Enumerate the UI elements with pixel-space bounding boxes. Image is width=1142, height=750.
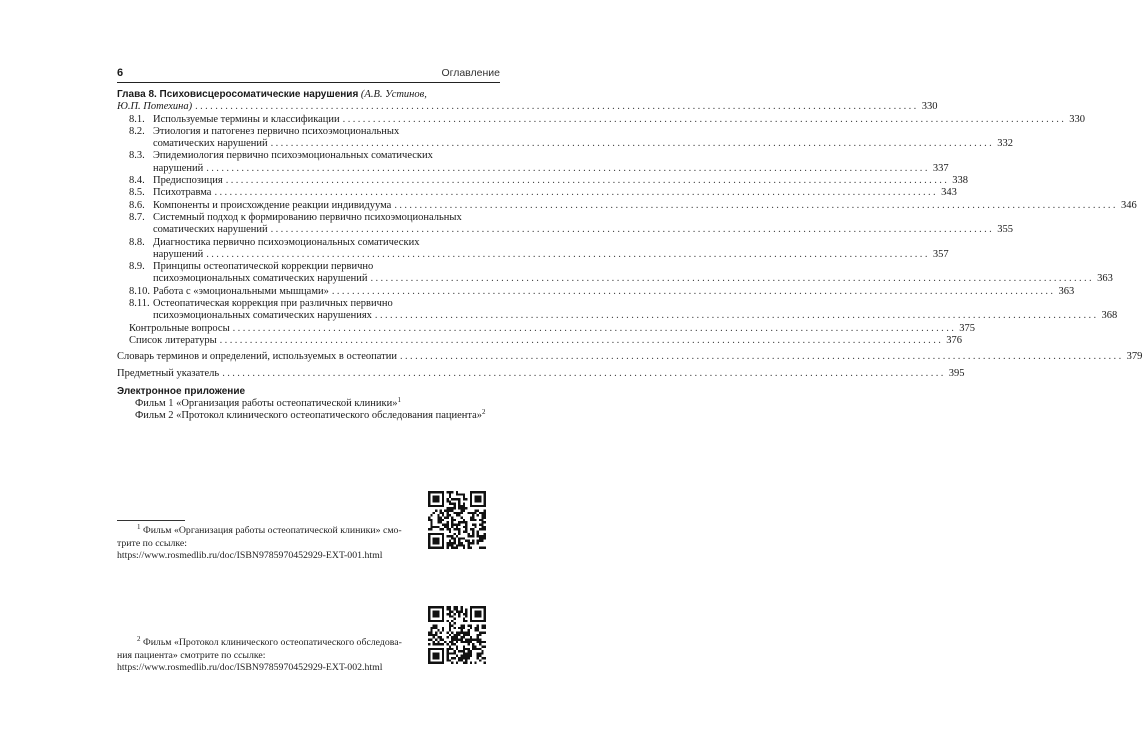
section-title: нарушений: [153, 248, 204, 260]
chapter-authors-part1: (А.В. Устинов,: [360, 89, 427, 100]
footnote-text: Фильм «Организация работы остеопатической клиники» смо-: [142, 525, 402, 536]
section-number: 8.6.: [129, 199, 145, 211]
section-title: Эпидемиология первично психоэмоциональных соматических: [153, 150, 433, 162]
page-ref: 338: [952, 175, 969, 187]
chapter-authors-part2: Ю.П. Потехина): [117, 101, 193, 113]
footnote-ref-1[interactable]: 1: [397, 396, 401, 405]
dot-leader: [206, 249, 930, 261]
section-number: 8.8.: [129, 236, 145, 248]
toc-entry-glossary[interactable]: [117, 351, 1142, 363]
section-title: Диагностика первично психоэмоциональных соматических: [153, 236, 420, 248]
footnote-rule: [117, 520, 185, 521]
toc-entry-section-continued[interactable]: [117, 310, 1118, 322]
page-ref: 346: [1120, 199, 1137, 211]
page-ref: 332: [997, 138, 1013, 150]
section-title: Остеопатическая коррекция при различных первично: [153, 298, 393, 310]
toc-entry-subject-index[interactable]: [117, 367, 965, 380]
page-ref: 363: [1097, 273, 1113, 285]
dot-leader: [375, 310, 1099, 322]
footnote-text: ния пациента» смотрите по ссылке:: [117, 649, 266, 661]
section-title: Этиология и патогенез первично психоэмоциональных: [153, 125, 400, 137]
dot-leader: [226, 175, 950, 187]
page-ref: 357: [932, 248, 949, 260]
chapter-entry[interactable]: [117, 101, 938, 113]
footnote-2: [117, 637, 417, 675]
electronic-appendix-title: Электронное приложение: [117, 385, 246, 397]
section-title: психоэмоциональных соматических нарушениях: [153, 310, 372, 322]
page-ref: 363: [1058, 285, 1075, 297]
section-number: 8.4.: [129, 175, 145, 187]
page-ref: 379: [1126, 351, 1142, 363]
footnote-text: Фильм «Протокол клинического остеопатического обследова-: [142, 637, 402, 648]
section-number: 8.7.: [129, 211, 145, 223]
dot-leader: [220, 335, 944, 347]
section-number: 8.5.: [129, 187, 145, 199]
toc-entry-section[interactable]: [117, 285, 1075, 298]
toc-entry-section-continued[interactable]: [117, 138, 1013, 150]
toc-entry-section-continued[interactable]: [117, 162, 949, 175]
page-ref: 343: [941, 187, 957, 199]
section-title: Системный подход к формированию первично психоэмоциональных: [153, 211, 462, 223]
footnote-link[interactable]: https://www.rosmedlib.ru/doc/ISBN9785970452929-EXT-002.html: [117, 662, 383, 673]
footnote-1: [117, 525, 417, 563]
film-1-title: Фильм 1 «Организация работы остеопатической клиники»: [135, 398, 398, 410]
entry-title: Контрольные вопросы: [129, 322, 230, 334]
dot-leader: [400, 351, 1124, 363]
dot-leader: [370, 273, 1094, 285]
dot-leader: [271, 224, 995, 236]
dot-leader: [343, 114, 1067, 126]
section-number: 8.11.: [129, 298, 150, 310]
page-ref: 368: [1101, 310, 1118, 322]
section-title: Используемые термины и классификации: [153, 113, 340, 125]
section-number: 8.1.: [129, 113, 145, 125]
entry-title: Словарь терминов и определений, используемых в остеопатии: [117, 351, 397, 363]
dot-leader: [214, 187, 938, 199]
toc-entry-section[interactable]: [117, 187, 957, 199]
section-number: 8.2.: [129, 125, 145, 137]
header-rule: [117, 82, 500, 83]
toc-entry-section[interactable]: [117, 298, 500, 310]
page-number: 6: [117, 67, 124, 79]
page-ref: 355: [997, 224, 1013, 236]
toc-entry-section-continued[interactable]: [117, 224, 1013, 236]
section-title: Предиспозиция: [153, 175, 223, 187]
page-ref: 337: [932, 162, 949, 174]
footnote-marker: 1: [137, 523, 141, 531]
dot-leader: [271, 138, 995, 150]
dot-leader: [222, 368, 946, 380]
entry-title: Список литературы: [129, 334, 217, 346]
page-ref: 330: [1069, 113, 1086, 125]
toc-entry-control-questions[interactable]: [117, 322, 976, 335]
section-title: Компоненты и происхождение реакции индивидуума: [153, 199, 392, 211]
film-1-entry[interactable]: [117, 398, 500, 410]
toc-entry-section[interactable]: [117, 237, 500, 249]
dot-leader: [332, 286, 1056, 298]
toc-entry-section-continued[interactable]: [117, 273, 1113, 285]
toc-entry-section[interactable]: [117, 261, 500, 273]
table-of-contents: [117, 89, 1142, 423]
footnote-marker: 2: [137, 635, 141, 643]
section-title: психоэмоциональных соматических нарушений: [153, 273, 368, 285]
section-title: соматических нарушений: [153, 138, 268, 150]
page-ref: 376: [946, 334, 962, 346]
qr-code-icon[interactable]: [428, 606, 486, 664]
chapter-title: Глава 8. Психовисцеросоматические нарушения: [117, 89, 359, 100]
film-2-title: Фильм 2 «Протокол клинического остеопатического обследования пациента»: [135, 410, 483, 422]
page-ref: 395: [948, 367, 965, 379]
section-title: Работа с «эмоциональными мышцами»: [153, 285, 329, 297]
dot-leader: [206, 163, 930, 175]
entry-title: Предметный указатель: [117, 367, 220, 379]
footnote-ref-2[interactable]: 2: [482, 408, 486, 417]
dot-leader: [233, 323, 957, 335]
toc-entry-section[interactable]: [117, 150, 500, 162]
toc-entry-section-continued[interactable]: [117, 248, 949, 261]
section-title: Психотравма: [153, 187, 212, 199]
section-number: 8.10.: [129, 285, 150, 297]
section-number: 8.9.: [129, 261, 145, 273]
toc-entry-references[interactable]: [117, 334, 962, 347]
toc-entry-section[interactable]: [117, 175, 969, 187]
section-title: Принципы остеопатической коррекции первично: [153, 261, 374, 273]
dot-leader: [394, 200, 1118, 212]
toc-entry-section[interactable]: [117, 199, 1137, 212]
section-title: нарушений: [153, 162, 204, 174]
page-ref: 375: [959, 322, 976, 334]
footnote-text: трите по ссылке:: [117, 537, 187, 549]
film-2-entry[interactable]: [117, 410, 500, 422]
footnote-link[interactable]: https://www.rosmedlib.ru/doc/ISBN9785970452929-EXT-001.html: [117, 550, 383, 561]
toc-entry-section[interactable]: [117, 212, 500, 224]
toc-entry-section[interactable]: [117, 113, 1086, 126]
chapter-heading: [117, 89, 500, 101]
section-title: соматических нарушений: [153, 224, 268, 236]
toc-entry-section[interactable]: [117, 126, 500, 138]
page-ref: 330: [921, 101, 938, 113]
qr-code-icon[interactable]: [428, 491, 486, 549]
dot-leader: [195, 101, 919, 113]
running-title: Оглавление: [441, 67, 500, 79]
section-number: 8.3.: [129, 150, 145, 162]
